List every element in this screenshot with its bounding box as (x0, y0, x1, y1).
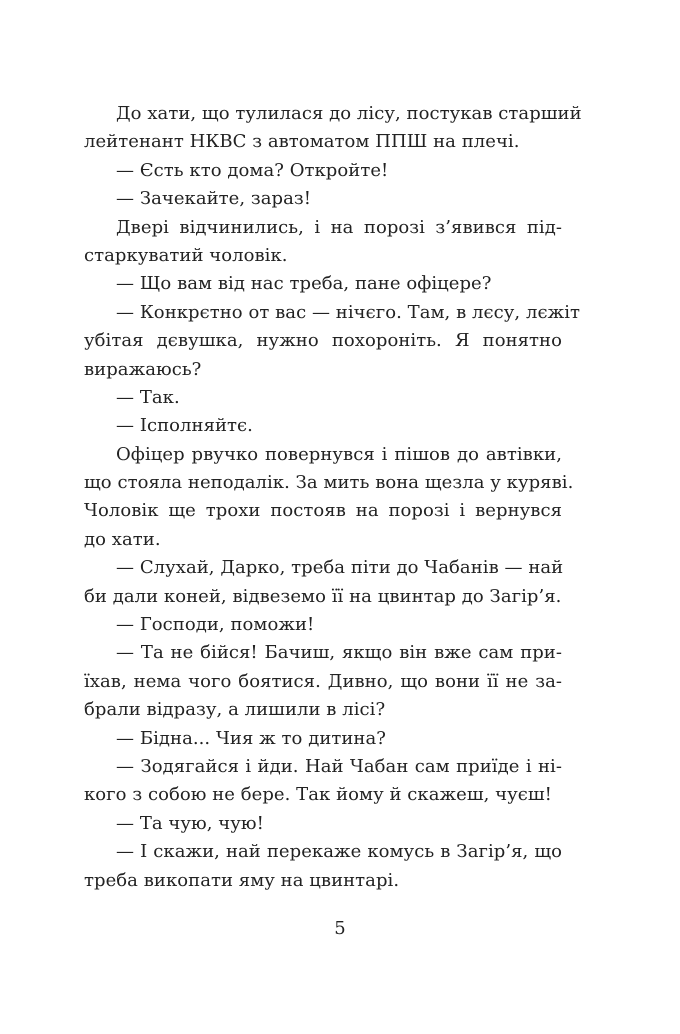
paragraph (84, 838, 562, 895)
paragraph (84, 611, 562, 639)
text-line: що стояла неподалік. За мить вона щезла у куряві. (84, 472, 574, 494)
text-line: — Ісполняйтє. (116, 415, 253, 437)
text-line: — Конкрєтно от вас — нічєго. Там, в лєсу, лєжіт (116, 301, 581, 323)
paragraph (84, 639, 562, 724)
text-line: треба викопати яму на цвинтарі. (84, 869, 400, 891)
paragraph (84, 441, 574, 555)
text-line: їхав, нема чого боятися. Дивно, що вони її не за- (84, 670, 562, 692)
text-line: Чоловік ще трохи постояв на порозі і вернувся (84, 500, 562, 522)
paragraph (84, 185, 562, 213)
paragraph (84, 810, 562, 838)
text-line: — Єсть кто дома? Откройте! (116, 159, 389, 181)
paragraph (84, 299, 581, 384)
text-line: — Господи, поможи! (116, 614, 315, 636)
text-line: старкуватий чоловік. (84, 244, 288, 266)
paragraph (84, 157, 562, 185)
text-line: убітая дєвушка, нужно похороніть. Я понятно (84, 330, 562, 352)
paragraph (84, 554, 562, 611)
text-line: кого з собою не бере. Так йому й скажеш, чуєш! (84, 784, 552, 806)
paragraph (84, 753, 562, 810)
text-line: До хати, що тулилася до лісу, постукав старший (116, 103, 582, 124)
paragraph (84, 412, 562, 440)
body-text (84, 100, 582, 895)
page-number: 5 (334, 918, 346, 939)
text-line: — Та не бійся! Бачиш, якщо він вже сам при- (116, 642, 562, 664)
text-line: брали відразу, а лишили в лісі? (84, 699, 386, 721)
text-line: — Бідна... Чия ж то дитина? (116, 727, 386, 749)
text-line: Двері відчинились, і на порозі з’явився під- (116, 216, 562, 238)
text-line: — Зодягайся і йди. Най Чабан сам приїде і ні- (116, 755, 562, 777)
paragraph (84, 270, 562, 298)
paragraph (84, 384, 562, 412)
text-line: до хати. (84, 528, 161, 550)
text-line: лейтенант НКВС з автоматом ППШ на плечі. (84, 131, 520, 153)
paragraph (84, 100, 582, 157)
text-line: би дали коней, відвеземо її на цвинтар до Загір’я. (84, 585, 562, 607)
text-line: — Та чую, чую! (116, 812, 264, 834)
text-line: — І скажи, най перекаже комусь в Загір’я, що (116, 841, 562, 863)
text-line: Офіцер рвучко повернувся і пішов до автівки, (116, 443, 562, 465)
text-line: — Слухай, Дарко, треба піти до Чабанів — най (116, 557, 564, 579)
text-line: — Зачекайте, зараз! (116, 188, 312, 210)
text-line: — Що вам від нас треба, пане офіцере? (116, 273, 492, 295)
text-line: виражаюсь? (84, 358, 202, 380)
text-line: — Так. (116, 386, 180, 408)
paragraph (84, 214, 562, 271)
paragraph (84, 725, 562, 753)
